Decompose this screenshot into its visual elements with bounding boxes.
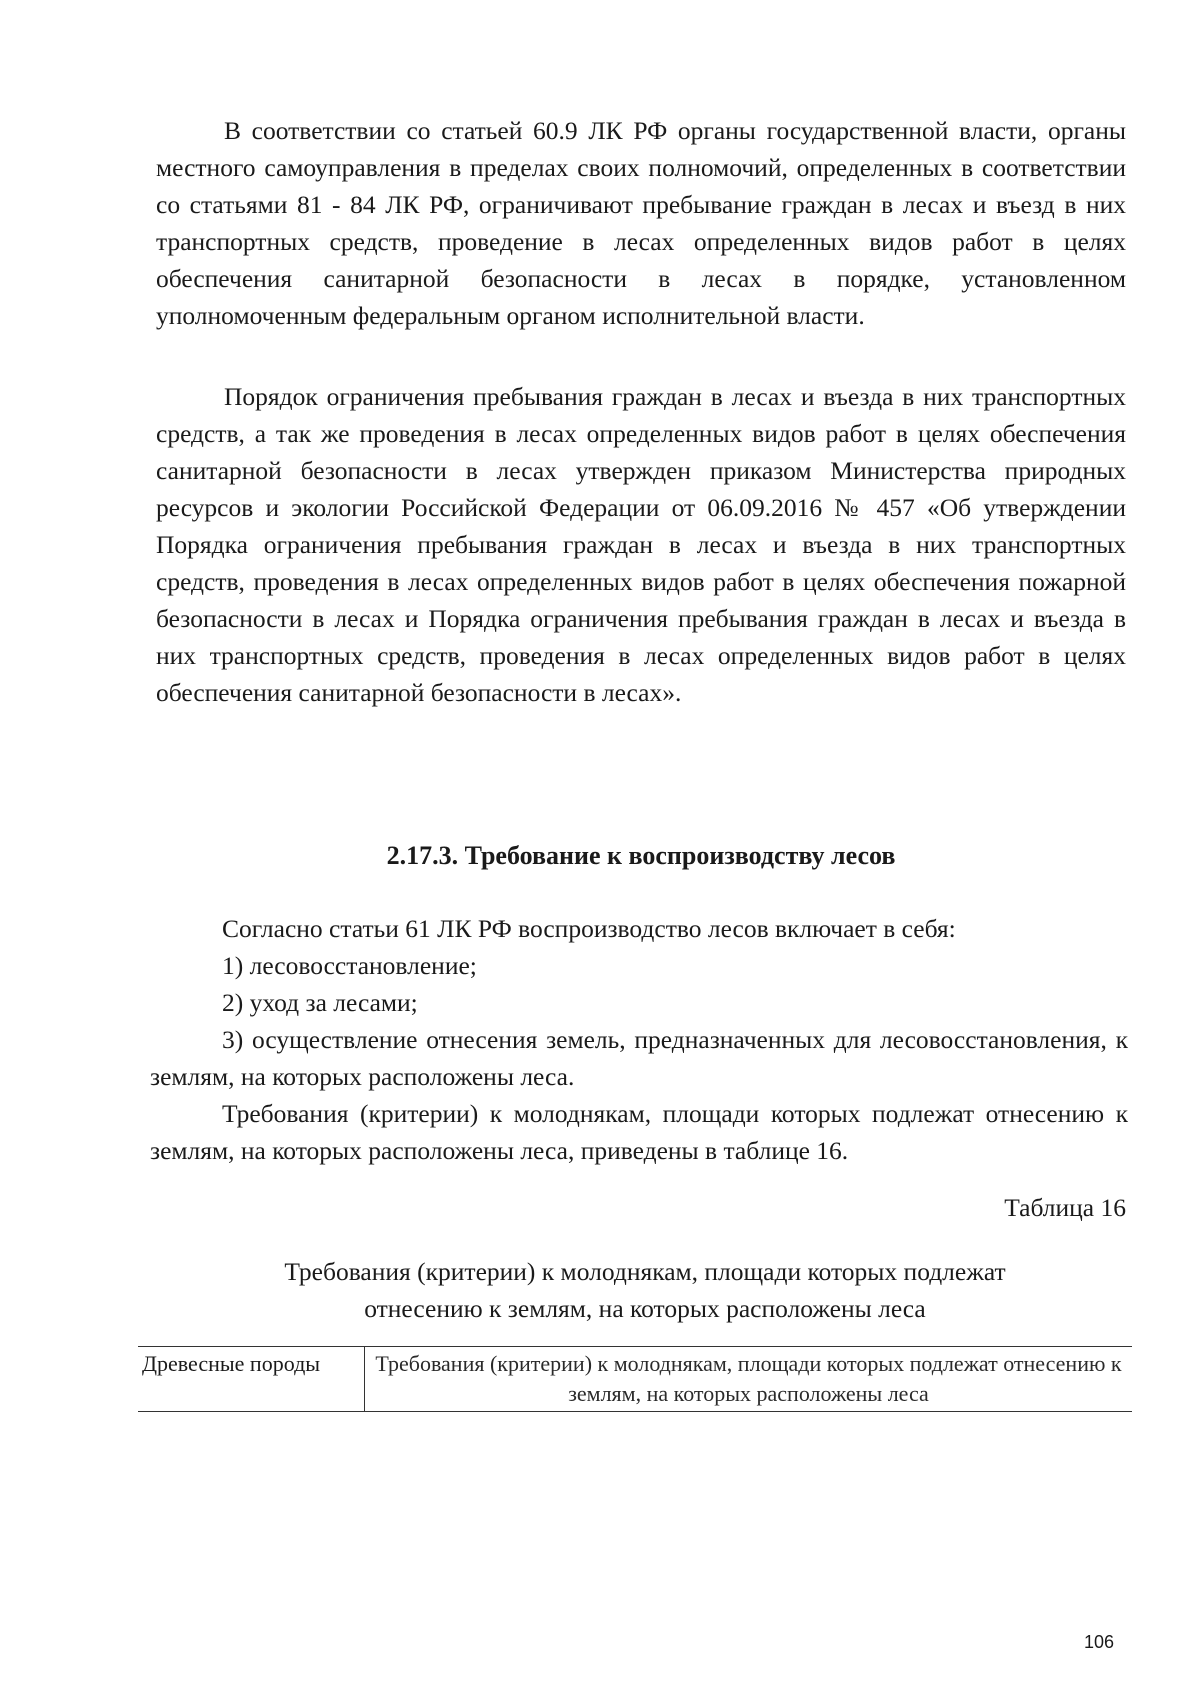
paragraph-text: Порядок ограничения пребывания граждан в лесах и въезда в них транспортных средств, а так же проведения в лесах определенных видов работ в целях обеспечения санитарной безопасности в лесах утвержден приказом Министерства природных ресурсов и экологии Российской Федерации от 06.09.2016 № 457 «Об утверждении Порядка ограничения пребывания граждан в лесах и въезда в них транспортных средств, проведения в лесах определенных видов работ в целях обеспечения пожарной безопасности в лесах и Порядка ограничения пребывания граждан в лесах и въезда в них транспортных средств, проведения в лесах определенных видов работ в целях обеспечения санитарной безопасности в лесах». [156,382,1126,707]
table-caption: Таблица 16 [1004,1193,1126,1222]
paragraph-order-457 [156,378,1126,711]
paragraph-article-60-9 [156,112,1126,334]
section-closing: Требования (критерии) к молоднякам, площади которых подлежат отнесению к землям, на которых расположены леса, приведены в таблице 16. [150,1099,1128,1165]
table-title-line: Требования (критерии) к молоднякам, площади которых подлежат [284,1257,1006,1286]
table-title-line: отнесению к землям, на которых расположены леса [364,1294,926,1323]
page-number: 106 [1083,1632,1114,1652]
list-item: 1) лесовосстановление; [222,951,477,980]
paragraph-text: В соответствии со статьей 60.9 ЛК РФ органы государственной власти, органы местного самоуправления в пределах своих полномочий, определенных в соответствии со статьями 81 - 84 ЛК РФ, ограничивают пребывание граждан в лесах и въезд в них транспортных средств, проведение в лесах определенных видов работ в целях обеспечения санитарной безопасности в лесах в порядке, установленном уполномоченным федеральным органом исполнительной власти. [156,116,1126,330]
list-item: 3) осуществление отнесения земель, предназначенных для лесовосстановления, к землям, на которых расположены леса. [150,1025,1128,1091]
header-requirements: Требования (критерии) к молоднякам, площади которых подлежат отнесению к землям, на которых расположены леса [365,1347,1133,1412]
requirements-table [138,1346,1132,1412]
section-body [150,910,1128,1169]
section-heading: 2.17.3. Требование к воспроизводству лесов [386,841,896,870]
list-item: 2) уход за лесами; [222,988,418,1017]
header-tree-species: Древесные породы [138,1347,365,1412]
table-header-row [138,1347,1132,1412]
table-title [160,1253,1130,1327]
section-intro: Согласно статьи 61 ЛК РФ воспроизводство лесов включает в себя: [222,914,956,943]
